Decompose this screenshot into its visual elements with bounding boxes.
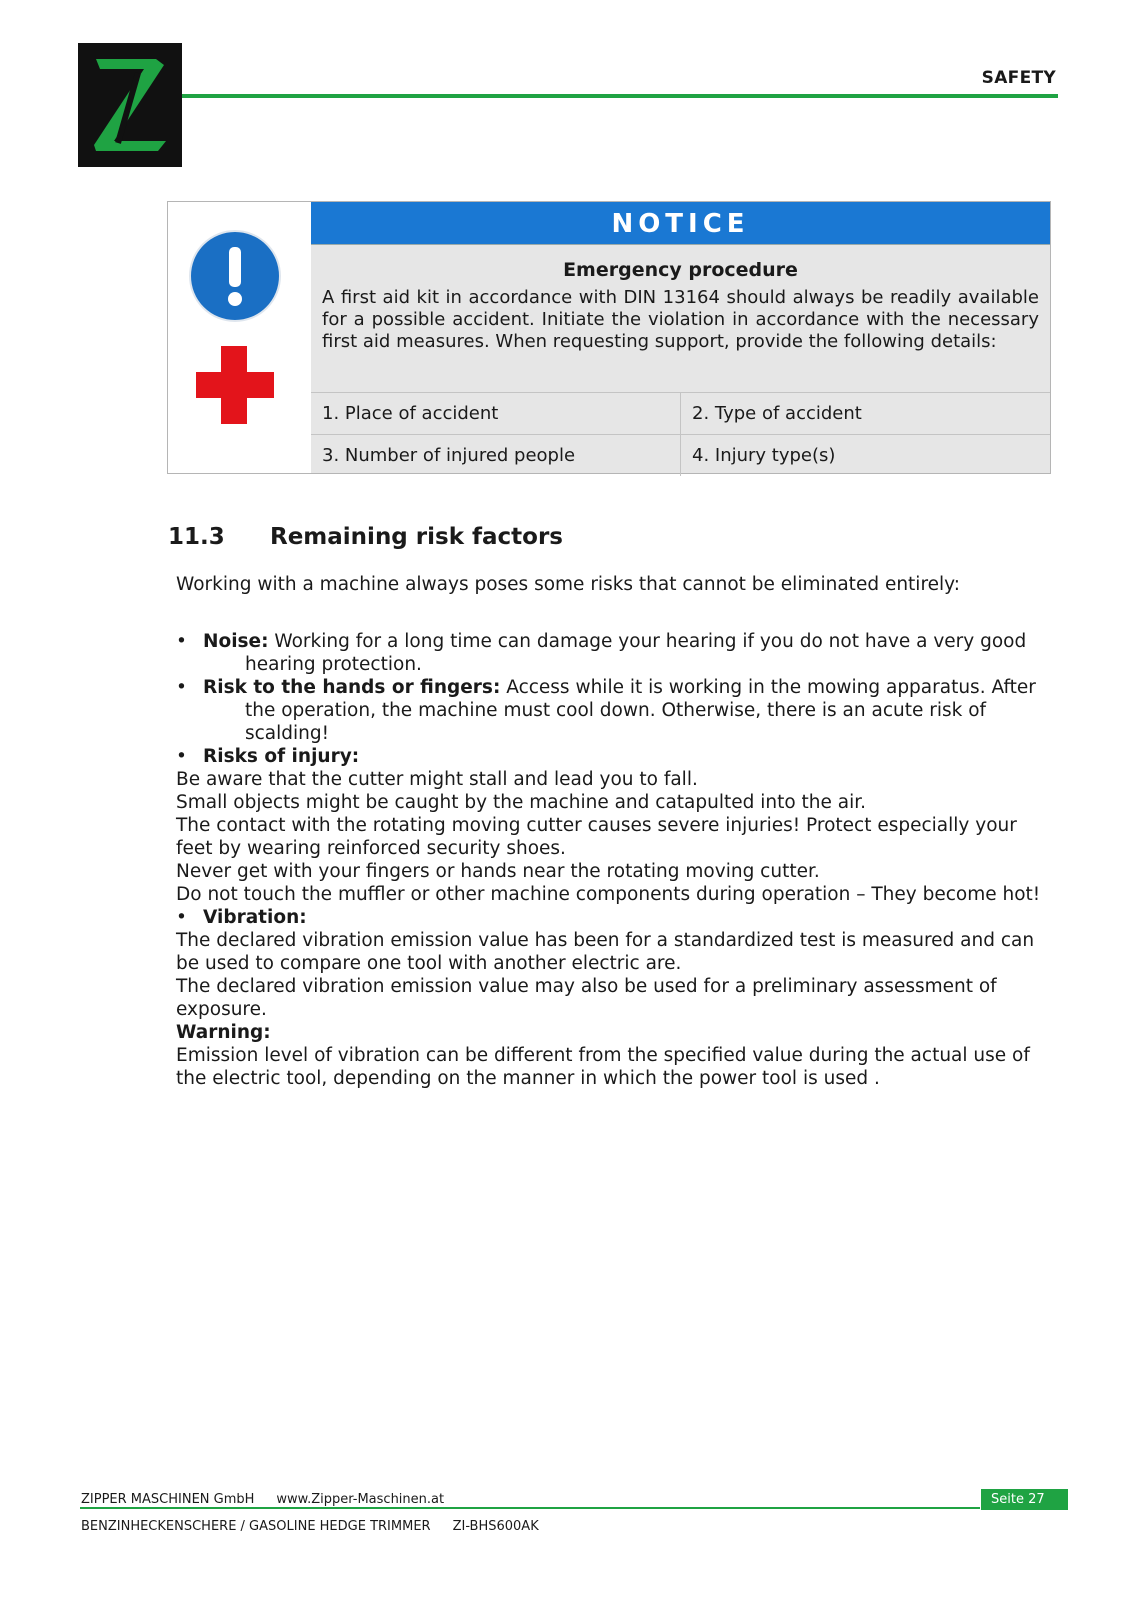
risk-list — [176, 630, 1076, 1090]
paragraph-line: The declared vibration emission value has been for a standardized test is measured and can — [176, 930, 1035, 951]
grid-cell: 2. Type of accident — [692, 403, 862, 424]
section-label: SAFETY — [981, 68, 1056, 88]
section-title: Remaining risk factors — [270, 524, 563, 550]
list-item-injury — [176, 745, 1076, 768]
paragraph-line: the electric tool, depending on the manner in which the power tool is used . — [176, 1068, 880, 1089]
bullet-text: Access while it is working in the mowing apparatus. After — [506, 677, 1036, 698]
paragraph-line: Small objects might be caught by the machine and catapulted into the air. — [176, 792, 867, 813]
notice-body: A first aid kit in accordance with DIN 13164 should always be readily available for a possible accident. Initiate the violation in accordance with the necessary first aid measures. When requesting support, provide the following details: — [322, 287, 1039, 352]
bullet-label: Noise: — [203, 631, 269, 652]
notice-box — [167, 201, 1051, 474]
notice-icons — [168, 202, 312, 473]
grid-row — [311, 435, 1050, 476]
first-aid-cross-icon — [196, 346, 274, 424]
notice-title: NOTICE — [311, 202, 1050, 245]
zipper-logo-icon — [78, 43, 182, 167]
paragraph-line: Never get with your fingers or hands near the rotating moving cutter. — [176, 861, 820, 882]
grid-row — [311, 393, 1050, 435]
paragraph-line: be used to compare one tool with another electric are. — [176, 953, 682, 974]
grid-cell: 3. Number of injured people — [311, 435, 681, 476]
warning-label-text: Warning: — [176, 1022, 271, 1043]
list-item-noise — [176, 630, 1076, 676]
warning-label — [176, 1021, 1076, 1044]
footer-rule — [80, 1507, 980, 1509]
mandatory-exclamation-icon — [190, 231, 280, 321]
footer-company-line — [81, 1492, 444, 1507]
bullet-icon: • — [176, 907, 187, 928]
bullet-text: the operation, the machine must cool down. Otherwise, there is an acute risk of — [245, 700, 987, 721]
bullet-text: scalding! — [245, 723, 330, 744]
footer-product-line — [81, 1519, 539, 1534]
footer-product: BENZINHECKENSCHERE / GASOLINE HEDGE TRIMMER — [81, 1519, 431, 1534]
paragraph-line: Be aware that the cutter might stall and lead you to fall. — [176, 769, 698, 790]
zipper-logo — [78, 43, 182, 167]
list-item-hands — [176, 676, 1076, 745]
list-item-vibration — [176, 906, 1076, 929]
footer-company: ZIPPER MASCHINEN GmbH — [81, 1492, 255, 1507]
bullet-label: Risk to the hands or fingers: — [203, 677, 501, 698]
section-number: 11.3 — [168, 524, 225, 550]
bullet-label: Risks of injury: — [203, 746, 360, 767]
notice-content — [311, 202, 1050, 473]
footer-model: ZI-BHS600AK — [452, 1519, 539, 1534]
paragraph-line: Do not touch the muffler or other machine components during operation – They become hot! — [176, 884, 1041, 905]
paragraph-line: Emission level of vibration can be different from the specified value during the actual use of — [176, 1045, 1030, 1066]
bullet-text: hearing protection. — [245, 654, 422, 675]
notice-subtitle: Emergency procedure — [563, 259, 798, 281]
paragraph-line: exposure. — [176, 999, 267, 1020]
paragraph-line: The contact with the rotating moving cutter causes severe injuries! Protect especially your — [176, 815, 1017, 836]
paragraph-line: feet by wearing reinforced security shoes. — [176, 838, 566, 859]
header-rule — [182, 94, 1058, 98]
paragraph-line: The declared vibration emission value may also be used for a preliminary assessment of — [176, 976, 997, 997]
bullet-icon: • — [176, 746, 187, 767]
page-number-badge: Seite 27 — [981, 1489, 1068, 1510]
section-intro: Working with a machine always poses some risks that cannot be eliminated entirely: — [176, 574, 961, 595]
section-heading — [168, 524, 563, 550]
notice-details-grid — [311, 392, 1050, 476]
bullet-text: Working for a long time can damage your hearing if you do not have a very good — [274, 631, 1027, 652]
bullet-label: Vibration: — [203, 907, 307, 928]
footer-website[interactable]: www.Zipper-Maschinen.at — [276, 1492, 445, 1507]
bullet-icon: • — [176, 631, 187, 652]
grid-cell: 4. Injury type(s) — [692, 445, 836, 466]
bullet-icon: • — [176, 677, 187, 698]
grid-cell: 1. Place of accident — [311, 393, 681, 434]
